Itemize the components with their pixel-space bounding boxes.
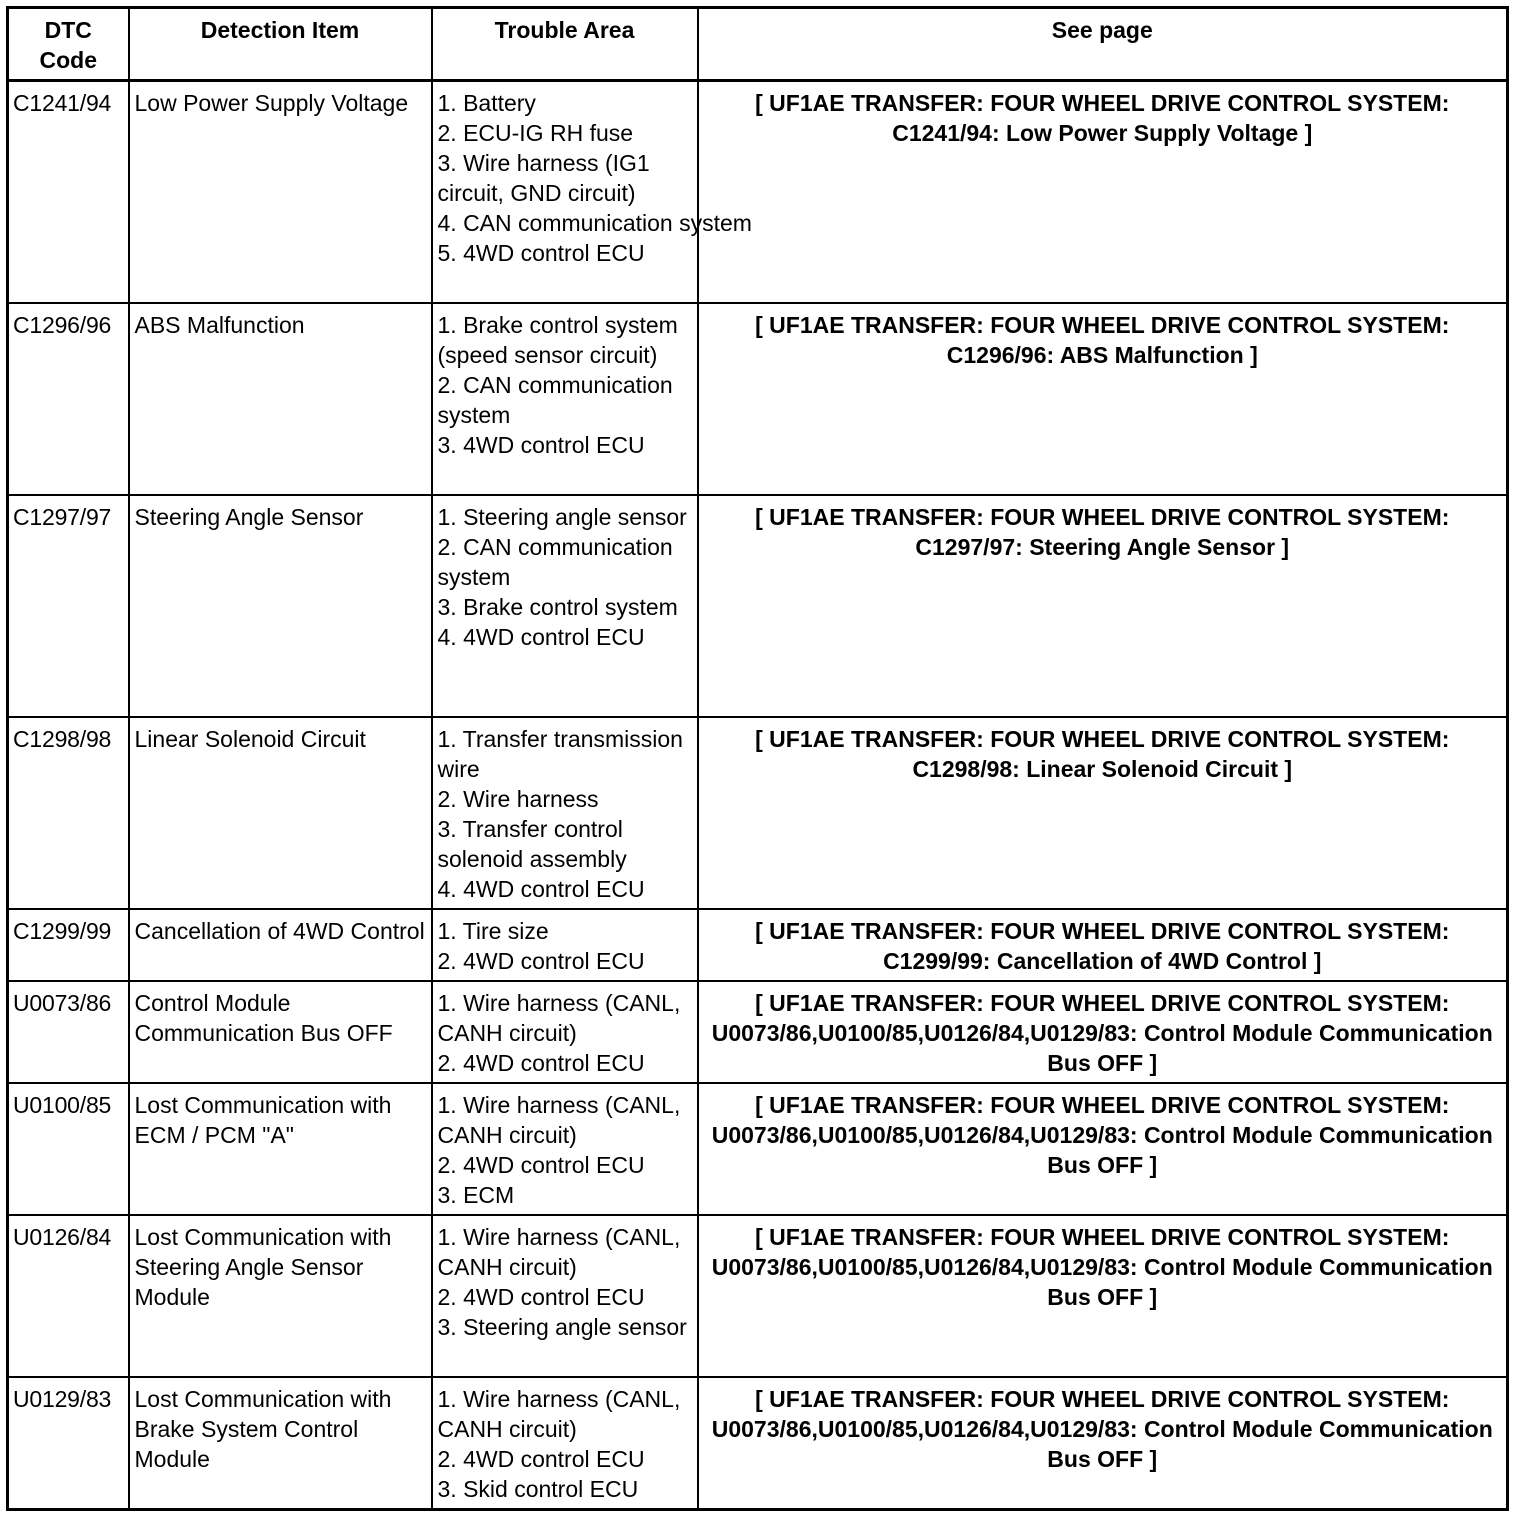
trouble-area-item: 1. Battery <box>437 90 536 116</box>
dtc-code-cell: C1299/99 <box>8 909 129 981</box>
trouble-area-item: 3. Brake control system <box>437 593 678 620</box>
detection-item-cell: Lost Communication with Brake System Control Module <box>129 1377 432 1510</box>
trouble-area-cell <box>432 909 698 981</box>
see-page-link[interactable]: [ UF1AE TRANSFER: FOUR WHEEL DRIVE CONTROL SYSTEM: C1296/96: ABS Malfunction ] <box>698 303 1508 495</box>
see-page-link[interactable]: [ UF1AE TRANSFER: FOUR WHEEL DRIVE CONTROL SYSTEM: C1297/97: Steering Angle Sensor ] <box>698 495 1508 717</box>
see-page-link[interactable]: [ UF1AE TRANSFER: FOUR WHEEL DRIVE CONTROL SYSTEM: C1298/98: Linear Solenoid Circuit ] <box>698 717 1508 909</box>
trouble-area-item: 2. CAN communication system <box>437 371 673 428</box>
detection-item-cell: Cancellation of 4WD Control <box>129 909 432 981</box>
table-row <box>8 1083 1508 1215</box>
trouble-area-item: 3. Transfer control solenoid assembly <box>437 815 627 872</box>
table-row <box>8 495 1508 717</box>
dtc-code-cell: U0100/85 <box>8 1083 129 1215</box>
trouble-area-item: 1. Transfer transmission wire <box>437 725 683 782</box>
trouble-area-item: 1. Brake control system (speed sensor circuit) <box>437 311 678 368</box>
detection-item-cell: Steering Angle Sensor <box>129 495 432 717</box>
header-row <box>8 8 1508 81</box>
dtc-code-cell: U0126/84 <box>8 1215 129 1377</box>
detection-item-cell: Lost Communication with Steering Angle Sensor Module <box>129 1215 432 1377</box>
trouble-area-cell <box>432 81 752 303</box>
dtc-code-cell: C1296/96 <box>8 303 129 495</box>
trouble-area-item: 2. 4WD control ECU <box>437 1049 645 1076</box>
trouble-area-item: 4. CAN communication system <box>437 210 752 236</box>
trouble-area-item: 1. Wire harness (CANL, CANH circuit) <box>437 989 681 1046</box>
header-dtc-code: DTC Code <box>8 8 129 81</box>
see-page-link[interactable]: [ UF1AE TRANSFER: FOUR WHEEL DRIVE CONTROL SYSTEM: C1241/94: Low Power Supply Voltage ] <box>698 81 1508 303</box>
trouble-area-item: 3. Skid control ECU <box>437 1475 639 1502</box>
trouble-area-cell <box>432 717 698 909</box>
dtc-code-cell: U0073/86 <box>8 981 129 1083</box>
trouble-area-item: 2. Wire harness <box>437 785 599 812</box>
header-see-page: See page <box>698 8 1508 81</box>
see-page-link[interactable]: [ UF1AE TRANSFER: FOUR WHEEL DRIVE CONTROL SYSTEM: U0073/86,U0100/85,U0126/84,U0129/83: Control Module Communication Bus OFF ] <box>698 981 1508 1083</box>
header-detection-item: Detection Item <box>129 8 432 81</box>
trouble-area-cell <box>432 1377 698 1510</box>
trouble-area-item: 1. Wire harness (CANL, CANH circuit) <box>437 1223 681 1280</box>
trouble-area-item: 1. Wire harness (CANL, CANH circuit) <box>437 1385 681 1442</box>
trouble-area-item: 2. ECU-IG RH fuse <box>437 120 634 146</box>
trouble-area-item: 2. CAN communication system <box>437 533 673 590</box>
detection-item-cell: ABS Malfunction <box>129 303 432 495</box>
detection-item-cell: Linear Solenoid Circuit <box>129 717 432 909</box>
table-row <box>8 981 1508 1083</box>
see-page-link[interactable]: [ UF1AE TRANSFER: FOUR WHEEL DRIVE CONTROL SYSTEM: U0073/86,U0100/85,U0126/84,U0129/83: Control Module Communication Bus OFF ] <box>698 1083 1508 1215</box>
dtc-code-cell: U0129/83 <box>8 1377 129 1510</box>
trouble-area-item: 5. 4WD control ECU <box>437 240 645 266</box>
dtc-table <box>6 6 1509 1511</box>
trouble-area-item: 3. Steering angle sensor <box>437 1313 687 1340</box>
trouble-area-item: 4. 4WD control ECU <box>437 875 645 902</box>
table-row <box>8 1215 1508 1377</box>
detection-item-cell: Low Power Supply Voltage <box>129 81 432 303</box>
table-header <box>8 8 1508 81</box>
trouble-area-item: 1. Wire harness (CANL, CANH circuit) <box>437 1091 681 1148</box>
dtc-code-cell: C1298/98 <box>8 717 129 909</box>
trouble-area-item: 2. 4WD control ECU <box>437 1445 645 1472</box>
trouble-area-item: 1. Steering angle sensor <box>437 503 687 530</box>
table-row <box>8 1377 1508 1510</box>
dtc-code-cell: C1241/94 <box>8 81 129 303</box>
trouble-area-cell <box>432 495 698 717</box>
see-page-link[interactable]: [ UF1AE TRANSFER: FOUR WHEEL DRIVE CONTROL SYSTEM: C1299/99: Cancellation of 4WD Control ] <box>698 909 1508 981</box>
detection-item-cell: Lost Communication with ECM / PCM "A" <box>129 1083 432 1215</box>
trouble-area-item: 3. ECM <box>437 1181 515 1208</box>
trouble-area-cell <box>432 1215 698 1377</box>
trouble-area-item: 2. 4WD control ECU <box>437 1283 645 1310</box>
dtc-code-cell: C1297/97 <box>8 495 129 717</box>
table-row <box>8 717 1508 909</box>
detection-item-cell: Control Module Communication Bus OFF <box>129 981 432 1083</box>
table-row <box>8 303 1508 495</box>
see-page-link[interactable]: [ UF1AE TRANSFER: FOUR WHEEL DRIVE CONTROL SYSTEM: U0073/86,U0100/85,U0126/84,U0129/83: Control Module Communication Bus OFF ] <box>698 1215 1508 1377</box>
see-page-link[interactable]: [ UF1AE TRANSFER: FOUR WHEEL DRIVE CONTROL SYSTEM: U0073/86,U0100/85,U0126/84,U0129/83: Control Module Communication Bus OFF ] <box>698 1377 1508 1510</box>
trouble-area-cell <box>432 981 698 1083</box>
trouble-area-cell <box>432 303 698 495</box>
trouble-area-cell <box>432 1083 698 1215</box>
header-trouble-area: Trouble Area <box>432 8 698 81</box>
trouble-area-item: 3. 4WD control ECU <box>437 431 645 458</box>
trouble-area-item: 1. Tire size <box>437 917 549 944</box>
table-row <box>8 81 1508 303</box>
trouble-area-item: 2. 4WD control ECU <box>437 947 645 974</box>
trouble-area-item: 2. 4WD control ECU <box>437 1151 645 1178</box>
trouble-area-item: 3. Wire harness (IG1 circuit, GND circuit) <box>437 150 650 206</box>
table-row <box>8 909 1508 981</box>
table-body <box>8 81 1508 1510</box>
trouble-area-item: 4. 4WD control ECU <box>437 623 645 650</box>
